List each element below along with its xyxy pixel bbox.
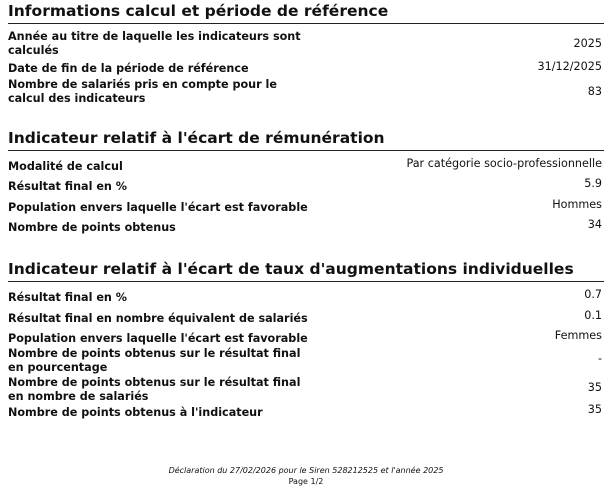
row-label: Modalité de calcul (8, 160, 123, 173)
section-ecart-augmentations (8, 260, 604, 419)
section-title: Indicateur relatif à l'écart de taux d'augmentations individuelles (8, 260, 604, 282)
row-label: Nombre de points obtenus sur le résultat final en pourcentage (8, 347, 301, 374)
row-label: Nombre de points obtenus à l'indicateur (8, 406, 263, 419)
row-value: 35 (587, 403, 602, 416)
row-value: 35 (587, 381, 602, 394)
section-ecart-remuneration (8, 129, 604, 234)
row-label: Date de fin de la période de référence (8, 62, 249, 75)
section-title: Informations calcul et période de référence (8, 2, 604, 24)
remuneration-row-resultat (8, 177, 602, 194)
footer-declaration: Déclaration du 27/02/2026 pour le Siren 528212525 et l'année 2025 (168, 466, 444, 475)
augmentation-row-points-salaries (8, 376, 602, 404)
info-row-annee (8, 30, 602, 58)
row-label: Population envers laquelle l'écart est favorable (8, 332, 308, 345)
remuneration-row-population (8, 198, 602, 215)
remuneration-row-points (8, 218, 602, 235)
footer-page-number: Page 1/2 (288, 477, 324, 486)
remuneration-row-modalite (8, 157, 602, 174)
row-label: Année au titre de laquelle les indicateurs sont calculés (8, 30, 301, 57)
augmentation-row-points-indicateur (8, 403, 602, 420)
section-title: Indicateur relatif à l'écart de rémunération (8, 129, 604, 151)
row-value: 0.7 (584, 288, 602, 301)
augmentation-row-resultat-salaries (8, 309, 602, 326)
row-value: 31/12/2025 (537, 60, 602, 73)
augmentation-row-population (8, 329, 602, 346)
row-label: Nombre de points obtenus sur le résultat final en nombre de salariés (8, 376, 301, 403)
section-informations-calcul (8, 2, 604, 105)
row-value: - (597, 352, 602, 365)
row-label: Nombre de salariés pris en compte pour le calcul des indicateurs (8, 78, 277, 105)
row-value: 0.1 (584, 309, 602, 322)
page-footer (0, 465, 612, 487)
info-row-date-fin (8, 62, 602, 76)
info-row-nombre-salaries (8, 78, 602, 106)
row-label: Résultat final en % (8, 291, 127, 304)
row-label: Résultat final en % (8, 180, 127, 193)
row-label: Résultat final en nombre équivalent de salariés (8, 312, 308, 325)
row-value: 2025 (573, 37, 602, 50)
row-value: Femmes (554, 329, 602, 342)
row-value: 5.9 (584, 177, 602, 190)
row-value: 34 (587, 218, 602, 231)
row-value: 83 (587, 85, 602, 98)
row-value: Hommes (552, 198, 602, 211)
row-value: Par catégorie socio-professionnelle (406, 157, 602, 170)
row-label: Nombre de points obtenus (8, 221, 176, 234)
augmentation-row-points-pct (8, 347, 602, 375)
row-label: Population envers laquelle l'écart est favorable (8, 201, 308, 214)
augmentation-row-resultat-pct (8, 288, 602, 305)
